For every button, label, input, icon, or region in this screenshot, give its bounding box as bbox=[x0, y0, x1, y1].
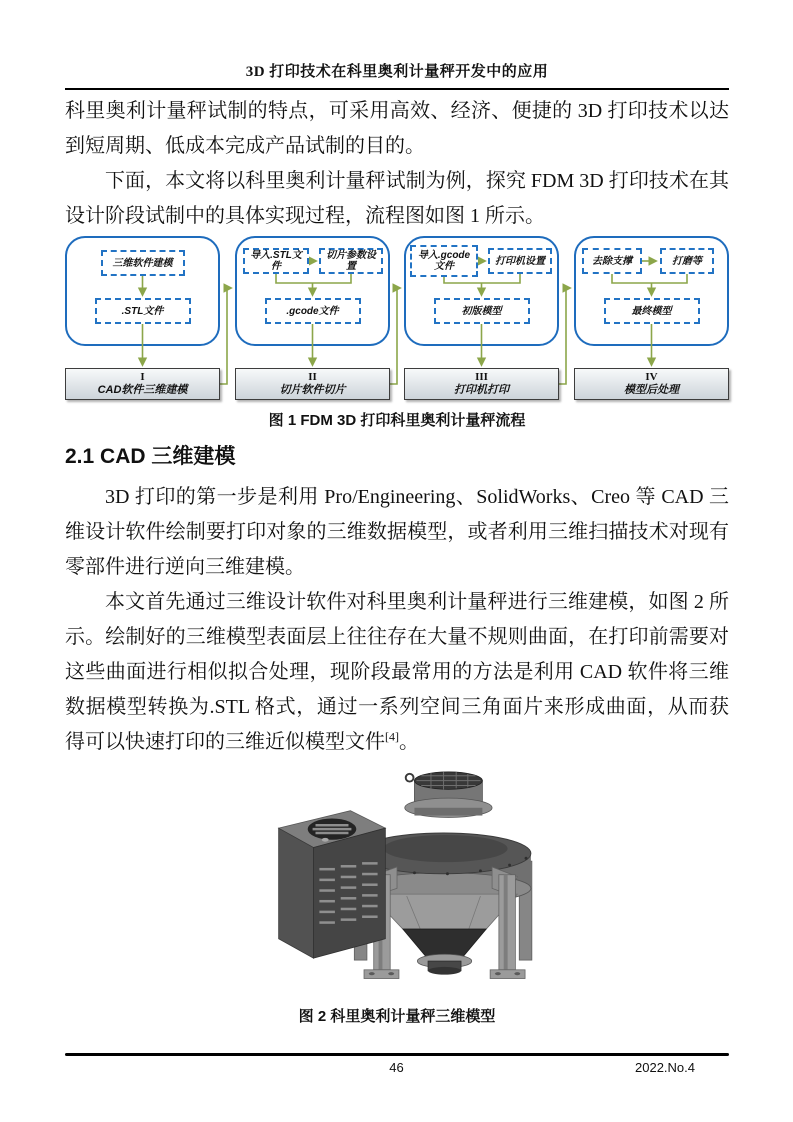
issue-label: 2022.No.4 bbox=[635, 1060, 695, 1075]
figure-2 bbox=[65, 768, 729, 1026]
figure-2-image bbox=[261, 768, 533, 996]
stage-bar bbox=[235, 368, 390, 400]
paragraph: 下面，本文将以科里奥利计量秤试制为例，探究 FDM 3D 打印技术在其设计阶段试制中的具体实现过程，流程图如图 1 所示。 bbox=[65, 170, 729, 227]
flow-node: 导入.STL文件 bbox=[243, 248, 309, 274]
header-rule bbox=[65, 88, 729, 90]
paragraph: 3D 打印的第一步是利用 Pro/Engineering、SolidWorks、Creo 等 CAD 三维设计软件绘制要打印对象的三维数据模型，或者利用三维扫描技术对现有零部件进行逆向三维建模。 bbox=[65, 486, 729, 578]
flow-node: 最终模型 bbox=[604, 298, 700, 324]
stage-label: 模型后处理 bbox=[624, 384, 679, 396]
flow-node: .STL文件 bbox=[95, 298, 191, 324]
stage-bar bbox=[404, 368, 559, 400]
flow-node: 初版模型 bbox=[434, 298, 530, 324]
paragraph-text: 本文首先通过三维设计软件对科里奥利计量秤进行三维建模，如图 2 所示。绘制好的三维模型表面层上往往存在大量不规则曲面，在打印前需要对这些曲面进行相似拟合处理，现阶段最常用的方法是利用 CAD 软件将三维数据模型转换为.STL 格式，通过一系列空间三角面片来形成曲面，从而获得可以快速打印的三维近似模型文件 bbox=[65, 591, 729, 753]
figure-1-caption: 图 1 FDM 3D 打印科里奥利计量秤流程 bbox=[268, 412, 526, 429]
flow-node: .gcode文件 bbox=[265, 298, 361, 324]
stage-label: CAD软件三维建模 bbox=[97, 384, 188, 396]
paragraph-text: 。 bbox=[399, 731, 419, 753]
footer-rule bbox=[65, 1053, 729, 1056]
flow-node: 打印机设置 bbox=[488, 248, 552, 274]
flow-node: 三维软件建模 bbox=[101, 250, 185, 276]
flow-node: 去除支撑 bbox=[582, 248, 642, 274]
flow-node: 导入.gcode文件 bbox=[410, 245, 478, 277]
section-heading: 2.1 CAD 三维建模 bbox=[65, 445, 236, 468]
page-content bbox=[65, 0, 729, 1026]
figure-2-caption: 图 2 科里奥利计量秤三维模型 bbox=[298, 1008, 496, 1025]
stage-numeral: II bbox=[308, 371, 317, 383]
paragraph: 科里奥利计量秤试制的特点，可采用高效、经济、便捷的 3D 打印技术以达到短周期、低成本完成产品试制的目的。 bbox=[65, 100, 729, 157]
stage-numeral: III bbox=[475, 371, 488, 383]
stage-numeral: I bbox=[140, 371, 145, 383]
flow-node: 切片参数设置 bbox=[319, 248, 383, 274]
stage-bar bbox=[65, 368, 220, 400]
stage-label: 切片软件切片 bbox=[279, 384, 346, 396]
stage-label: 打印机打印 bbox=[454, 384, 509, 396]
paragraph bbox=[65, 585, 729, 760]
stage-bar bbox=[574, 368, 729, 400]
figure-1-flowchart bbox=[65, 236, 729, 402]
flow-node: 打磨等 bbox=[660, 248, 714, 274]
page-number: 46 bbox=[389, 1060, 404, 1075]
stage-numeral: IV bbox=[645, 371, 658, 383]
citation-ref: [4] bbox=[385, 729, 399, 744]
running-header-title: 3D 打印技术在科里奥利计量秤开发中的应用 bbox=[245, 64, 549, 80]
